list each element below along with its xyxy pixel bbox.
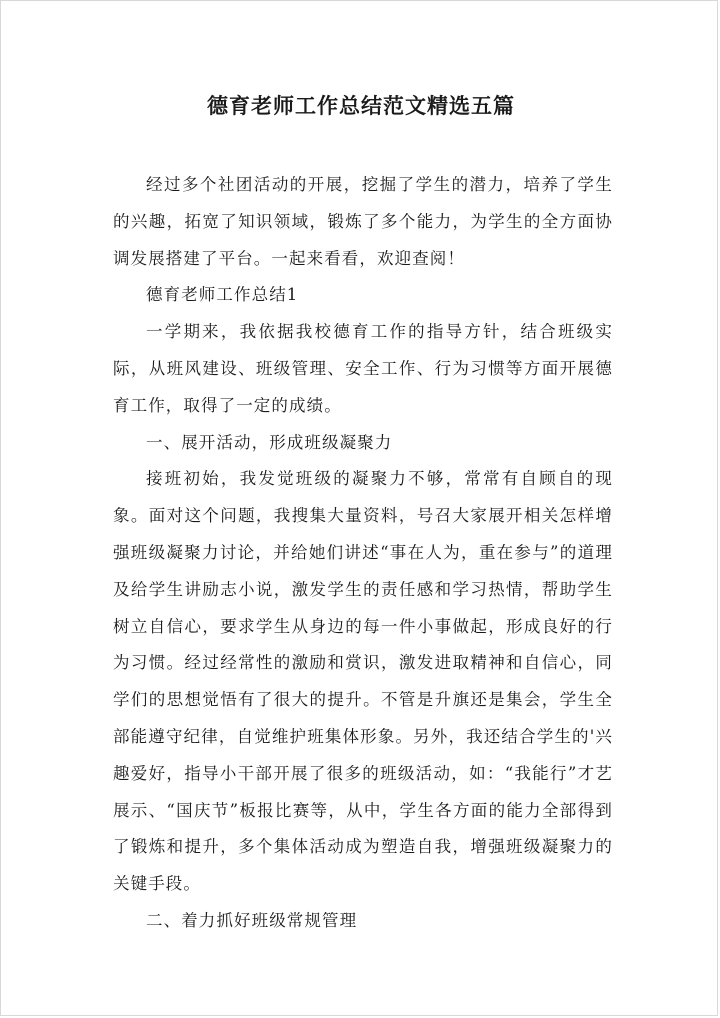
section-heading-activities: 一、展开活动，形成班级凝聚力 [146,432,393,452]
document-title: 德育老师工作总结范文精选五篇 [207,93,515,118]
document-body [113,167,613,940]
intro-paragraph: 经过多个社团活动的开展，挖掘了学生的潜力，培养了学生的兴趣，拓宽了知识领域，锻炼了多个能力，为学生的全方面协调发展搭建了平台。一起来看看，欢迎查阅！ [113,175,613,268]
section-heading-summary-1: 德育老师工作总结1 [146,285,299,305]
activities-paragraph: 接班初始，我发觉班级的凝聚力不够，常常有自顾自的现象。面对这个问题，我搜集大量资料，号召大家展开相关怎样增强班级凝聚力讨论，并给她们讲述“事在人为，重在参与”的道理及给学生讲励志小说，激发学生的责任感和学习热情，帮助学生树立自信心，要求学生从身边的每一件小事做起，形成良好的行为习惯。经过经常性的激励和赏识，激发进取精神和自信心，同学们的思想觉悟有了很大的提升。不管是升旗还是集会，学生全部能遵守纪律，自觉维护班集体形象。另外，我还结合学生的'兴趣爱好，指导小干部开展了很多的班级活动，如：“我能行”才艺展示、“国庆节”板报比赛等，从中，学生各方面的能力全部得到了锻炼和提升，多个集体活动成为塑造自我，增强班级凝聚力的关键手段。 [113,469,613,894]
summary-paragraph: 一学期来，我依据我校德育工作的指导方针，结合班级实际，从班风建设、班级管理、安全工作、行为习惯等方面开展德育工作，取得了一定的成绩。 [113,322,613,415]
section-heading-management: 二、着力抓好班级常规管理 [146,910,358,930]
